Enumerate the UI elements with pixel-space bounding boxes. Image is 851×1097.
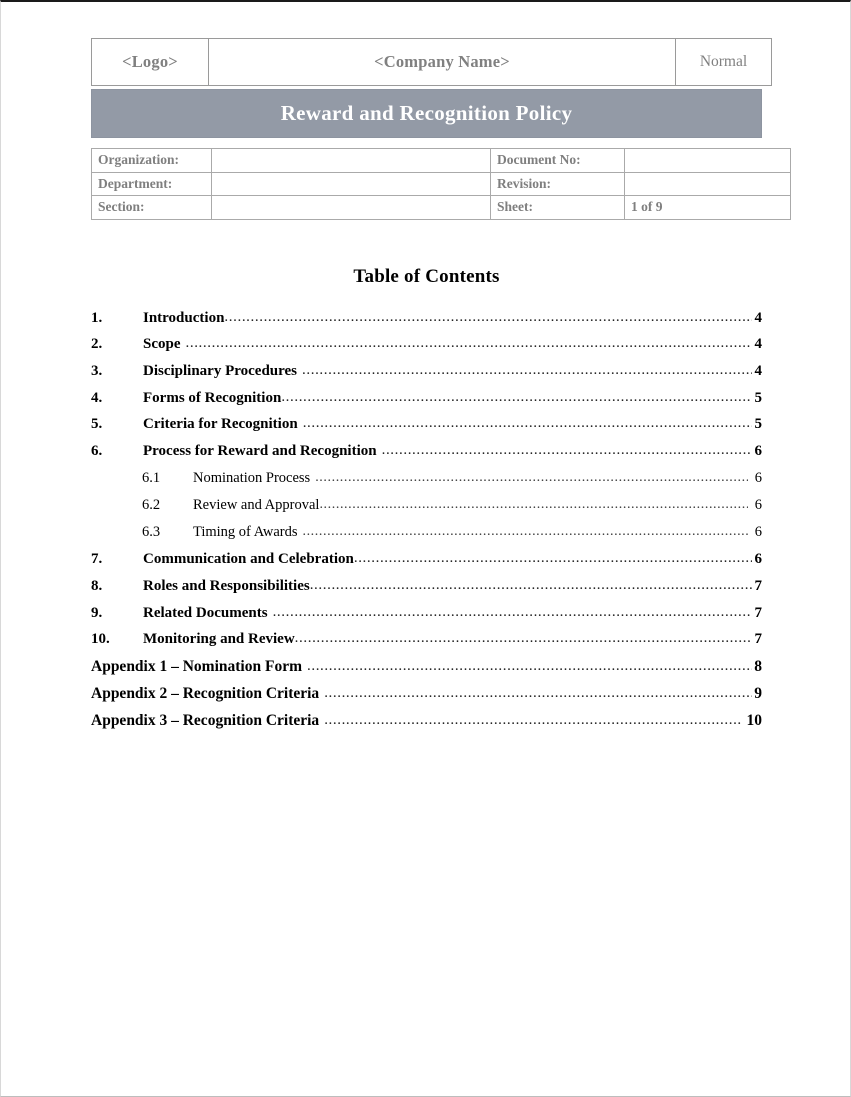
toc-entry-page-number: 7	[754, 631, 762, 648]
toc-entry-number: 9.	[91, 604, 103, 621]
toc-leader-dots	[324, 713, 741, 728]
toc-entry-page-number: 6	[754, 496, 762, 513]
toc-entry[interactable]	[91, 310, 762, 337]
document-no-label: Document No:	[491, 149, 625, 173]
organization-label: Organization:	[92, 149, 212, 173]
toc-entry-number: 5.	[91, 416, 103, 433]
department-label: Department:	[92, 172, 212, 196]
toc-entry[interactable]	[91, 336, 762, 363]
toc-entry-page-number: 5	[754, 389, 762, 406]
toc-entry-number: 6.	[91, 442, 103, 459]
page-title: Reward and Recognition Policy	[280, 101, 573, 125]
toc-leader-dots	[295, 631, 752, 646]
toc-leader-dots	[324, 686, 752, 701]
toc-entry-page-number: 9	[754, 684, 762, 702]
table-row	[92, 149, 791, 173]
toc-entry-number: 6.2	[142, 496, 161, 513]
section-label: Section:	[92, 196, 212, 220]
toc-entry-label: Introduction	[143, 309, 225, 326]
toc-entry-number: 3.	[91, 362, 103, 379]
toc-entry[interactable]	[91, 685, 762, 712]
toc-leader-dots	[319, 498, 748, 512]
toc-entry-label: Scope	[143, 336, 181, 353]
toc-entry-number: 6.3	[142, 524, 161, 540]
company-name-cell: <Company Name>	[209, 39, 676, 86]
toc-entry-label: Monitoring and Review	[143, 631, 295, 648]
toc-entry[interactable]	[91, 551, 762, 578]
toc-entry-page-number: 4	[754, 362, 762, 379]
table-of-contents-heading: Table of Contents	[353, 265, 500, 287]
toc-leader-dots	[354, 551, 752, 566]
toc-entry[interactable]	[91, 712, 762, 739]
toc-entry-page-number: 6	[754, 524, 762, 540]
document-status-cell: Normal	[676, 39, 772, 86]
policy-title-banner	[91, 89, 762, 138]
toc-leader-dots	[224, 310, 752, 325]
sheet-label: Sheet:	[491, 196, 625, 220]
toc-leader-dots	[303, 416, 752, 431]
toc-entry[interactable]	[91, 658, 762, 685]
toc-entry-page-number: 10	[746, 711, 762, 729]
table-row	[92, 172, 791, 196]
toc-leader-dots	[310, 578, 752, 593]
toc-entry-number: 2.	[91, 336, 103, 353]
document-header-table	[91, 38, 772, 86]
table-row	[92, 196, 791, 220]
toc-entry-page-number: 7	[754, 577, 762, 594]
toc-entry-page-number: 4	[754, 336, 762, 353]
document-no-value[interactable]	[625, 149, 791, 173]
toc-leader-dots	[302, 363, 752, 378]
toc-entry-label: Roles and Responsibilities	[143, 577, 310, 594]
sheet-value[interactable]: 1 of 9	[625, 196, 791, 220]
toc-entry-number: 10.	[91, 631, 110, 648]
toc-entry-label: Appendix 1 – Nomination Form	[91, 657, 302, 675]
toc-entry-page-number: 8	[754, 657, 762, 675]
toc-leader-dots	[273, 605, 752, 620]
toc-entry[interactable]	[91, 497, 762, 524]
toc-entry[interactable]	[91, 578, 762, 605]
toc-entry-label: Appendix 3 – Recognition Criteria	[91, 711, 320, 729]
department-value[interactable]	[212, 172, 491, 196]
toc-entry[interactable]	[91, 524, 762, 551]
toc-entry[interactable]	[91, 605, 762, 632]
toc-entry-page-number: 5	[754, 416, 762, 433]
toc-leader-dots	[302, 525, 748, 539]
toc-entry-page-number: 7	[754, 604, 762, 621]
toc-entry-number: 4.	[91, 389, 103, 406]
toc-entry-label: Nomination Process	[193, 469, 311, 486]
toc-entry[interactable]	[91, 631, 762, 658]
toc-entry-number: 7.	[91, 551, 103, 568]
toc-entry-page-number: 6	[754, 442, 762, 459]
toc-entry-label: Related Documents	[143, 604, 268, 621]
page-content	[91, 38, 762, 739]
toc-entry-label: Communication and Celebration	[143, 551, 354, 568]
toc-entry[interactable]	[91, 390, 762, 417]
toc-entry-label: Review and Approval	[193, 496, 320, 513]
toc-entry-label: Appendix 2 – Recognition Criteria	[91, 684, 320, 702]
section-value[interactable]	[212, 196, 491, 220]
toc-entry[interactable]	[91, 416, 762, 443]
toc-entry-page-number: 6	[754, 469, 762, 486]
toc-entry-label: Timing of Awards	[193, 524, 298, 540]
toc-leader-dots	[186, 336, 753, 351]
toc-entry-page-number: 6	[754, 551, 762, 568]
toc-leader-dots	[382, 443, 752, 458]
toc-leader-dots	[315, 471, 748, 485]
revision-value[interactable]	[625, 172, 791, 196]
toc-entry-number: 8.	[91, 577, 103, 594]
table-of-contents-list	[91, 310, 762, 739]
header-row	[92, 39, 772, 86]
toc-leader-dots	[307, 659, 752, 674]
toc-leader-dots	[281, 390, 752, 405]
toc-entry-label: Criteria for Recognition	[143, 416, 298, 433]
organization-value[interactable]	[212, 149, 491, 173]
revision-label: Revision:	[491, 172, 625, 196]
toc-entry-number: 6.1	[142, 469, 161, 486]
toc-entry[interactable]	[91, 363, 762, 390]
toc-entry[interactable]	[91, 443, 762, 470]
toc-entry-label: Forms of Recognition	[143, 389, 282, 406]
toc-entry[interactable]	[91, 470, 762, 497]
toc-entry-number: 1.	[91, 309, 103, 326]
toc-entry-page-number: 4	[754, 309, 762, 326]
toc-entry-label: Disciplinary Procedures	[143, 362, 298, 379]
document-info-table	[91, 148, 791, 220]
logo-placeholder-cell: <Logo>	[92, 39, 209, 86]
toc-entry-label: Process for Reward and Recognition	[143, 442, 377, 459]
